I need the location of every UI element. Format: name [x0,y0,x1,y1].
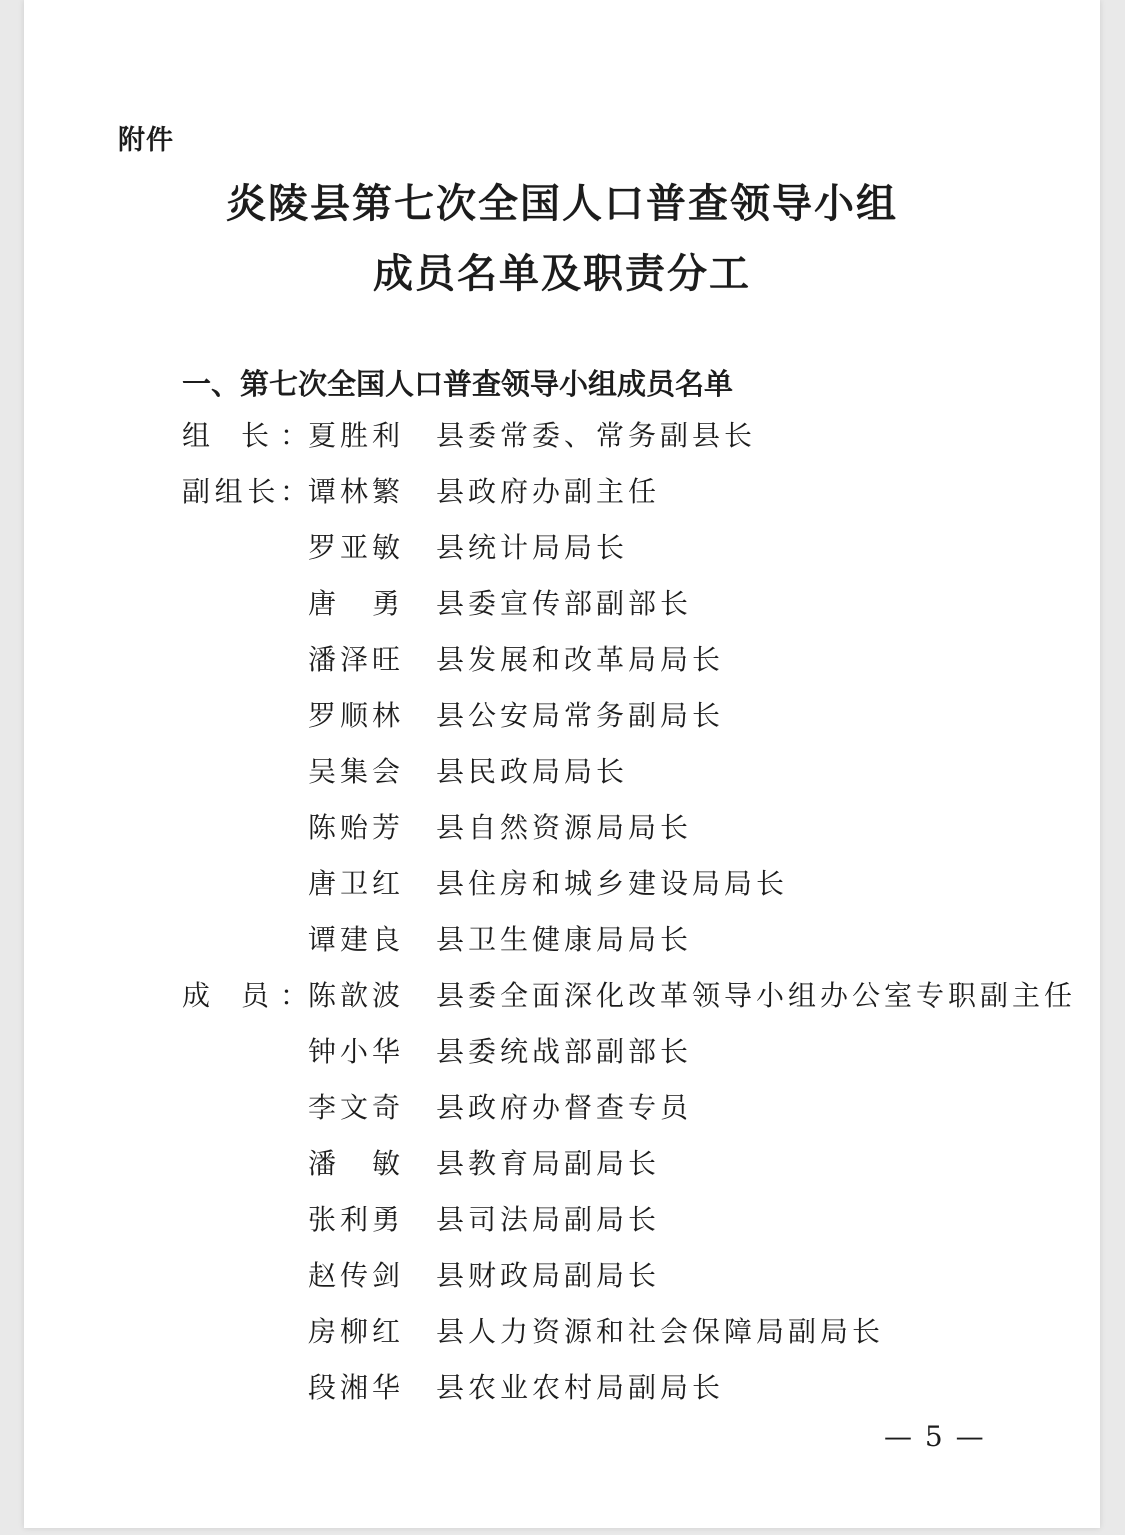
document-title-line-1: 炎陵县第七次全国人口普查领导小组 [226,180,898,227]
member-duty: 县农业农村局副局长 [436,1371,725,1404]
attachment-label: 附件 [118,125,174,156]
member-duty: 县统计局局长 [436,531,629,564]
member-name: 夏胜利 [308,419,400,452]
member-name: 钟小华 [308,1035,400,1068]
document-title-line-2: 成员名单及职责分工 [373,250,751,297]
member-duty: 县财政局副局长 [436,1259,661,1292]
member-name: 李文奇 [308,1091,400,1124]
member-role: 副组长： [182,475,310,508]
member-name: 赵传剑 [308,1259,400,1292]
member-duty: 县发展和改革局局长 [436,643,725,676]
member-name: 段湘华 [308,1371,400,1404]
member-name: 潘泽旺 [308,643,400,676]
member-name: 潘 敏 [308,1147,400,1180]
member-name: 吴集会 [308,755,400,788]
member-role: 组 长： [182,419,310,452]
member-duty: 县自然资源局局长 [436,811,693,844]
member-name: 谭林繁 [308,475,400,508]
member-duty: 县卫生健康局局长 [436,923,693,956]
member-duty: 县教育局副局长 [436,1147,661,1180]
page-number: — 5 — [884,1420,986,1453]
member-name: 谭建良 [308,923,400,956]
member-name: 唐卫红 [308,867,400,900]
member-duty: 县民政局局长 [436,755,629,788]
member-duty: 县住房和城乡建设局局长 [436,867,789,900]
member-name: 张利勇 [308,1203,400,1236]
member-name: 罗亚敏 [308,531,400,564]
member-duty: 县委统战部副部长 [436,1035,693,1068]
member-duty: 县公安局常务副局长 [436,699,725,732]
member-name: 陈歆波 [308,979,400,1012]
document-page [24,0,1100,1528]
member-name: 陈贻芳 [308,811,400,844]
member-duty: 县委常委、常务副县长 [436,419,757,452]
member-duty: 县人力资源和社会保障局副局长 [436,1315,885,1348]
member-duty: 县政府办副主任 [436,475,661,508]
member-duty: 县政府办督查专员 [436,1091,693,1124]
member-role: 成 员： [182,979,310,1012]
member-name: 房柳红 [308,1315,400,1348]
member-duty: 县司法局副局长 [436,1203,661,1236]
member-name: 罗顺林 [308,699,400,732]
member-duty: 县委宣传部副部长 [436,587,693,620]
member-name: 唐 勇 [308,587,400,620]
member-duty: 县委全面深化改革领导小组办公室专职副主任 [436,979,1077,1012]
section-heading: 一、第七次全国人口普查领导小组成员名单 [182,367,734,401]
